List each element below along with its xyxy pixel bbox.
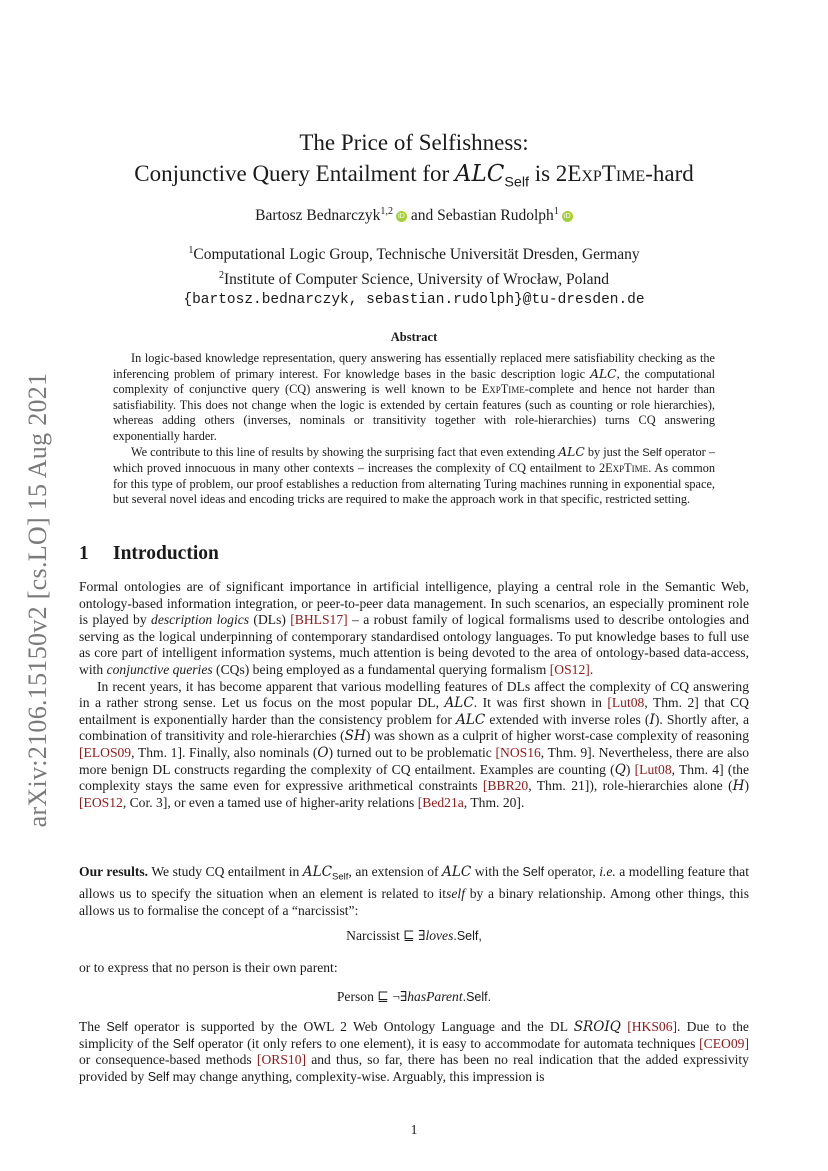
affiliations <box>0 240 828 311</box>
arxiv-id: arXiv:2106.15150v2 [cs.LO] 15 Aug 2021 <box>23 372 52 828</box>
p1-c: (DLs) <box>249 612 291 628</box>
aff1-text: Computational Logic Group, Technische Universität Dresden, Germany <box>193 246 640 264</box>
intro-paragraph-1 <box>79 579 749 679</box>
final-text <box>79 1019 749 1085</box>
p2-inverse: I <box>649 711 655 728</box>
fp-self: Self <box>147 1069 170 1084</box>
p2-k: , Thm. 1]. Finally, also nominals ( <box>131 744 318 760</box>
abs-p2-c: by just the <box>584 444 643 459</box>
title-line-2 <box>0 158 828 199</box>
abs-p2-logic: ALC <box>558 444 585 459</box>
fp-a: The <box>79 1019 107 1034</box>
fp-i: or consequence-based methods <box>79 1052 257 1068</box>
abs-p2-a: We contribute to this line of results by showing the surprising fact that even extending <box>131 444 559 459</box>
p2-m: ) turned out to be problematic <box>328 744 496 760</box>
author-1: Bartosz Bednarczyk <box>255 207 381 225</box>
abs-p2-e: operator – which proved innocuous in many other contexts – increases the complexity of CQ entailment to 2 <box>113 444 716 476</box>
paper-title <box>0 127 828 199</box>
citation-link[interactable]: [BBR20 <box>482 778 529 794</box>
page-number: 1 <box>410 1122 418 1137</box>
f1-rhs: .Self, <box>453 929 482 943</box>
p2-v: , Thm. 20]. <box>463 794 525 810</box>
title-mid: is 2 <box>528 161 568 186</box>
section-number: 1 <box>79 543 89 564</box>
p2-t: ) <box>744 778 749 794</box>
p2-n: , Thm. 9]. Nevertheless, there are also more benign DL constructs regarding the complexity of CQ entailment. Examples are counting ( <box>79 744 750 777</box>
title-logic-sub: Self <box>504 174 529 191</box>
p1-g: . <box>589 661 594 677</box>
author-2: and Sebastian Rudolph <box>410 207 554 225</box>
p2-c: . It was first shown in <box>473 695 608 711</box>
abs-p1-logic: ALC <box>590 366 617 381</box>
title-prefix: Conjunctive Query Entailment for <box>134 161 455 186</box>
citation-link[interactable]: [OS12] <box>549 661 590 677</box>
p2-h: ). Shortly after, a combination of transitivity and role-hierarchies ( <box>79 711 750 744</box>
abs-p1-c: , the computational complexity of conjunctive query (CQ) answering is well known to be <box>113 366 715 397</box>
r-c: , an extension of <box>348 864 443 879</box>
abstract-heading: Abstract <box>390 330 438 344</box>
p2-q: , Thm. 4] (the complexity stays the same even for expressive arithmetical constraints <box>79 761 749 794</box>
title-line-1: The Price of Selfishness: <box>299 130 529 155</box>
citation-link[interactable]: [NOS16 <box>495 744 541 760</box>
r-logic: ALC <box>442 864 472 880</box>
p2-counting: Q <box>614 761 626 778</box>
f2-role: hasParent <box>407 989 463 1004</box>
author-emails[interactable]: {bartosz.bednarczyk, sebastian.rudolph}@tu-dresden.de <box>183 292 645 309</box>
authors <box>0 206 828 225</box>
p1-f: (CQs) being employed as a fundamental querying formalism <box>212 661 550 677</box>
p1-dl-term: description logics <box>151 612 250 628</box>
citation-link[interactable]: [ELOS09 <box>79 744 132 760</box>
title-class: ExpTime <box>567 161 646 186</box>
p2-a: In recent years, it has become apparent that various modelling features of DLs affect the complexity of CQ answering in a rather strong sense. Let us focus on the most popular DL, <box>79 678 749 711</box>
citation-link[interactable]: [EOS12 <box>79 794 123 810</box>
results-heading: Our results. <box>79 864 149 879</box>
fp-f: . Due to the simplicity of the <box>79 1019 749 1051</box>
citation-link[interactable]: [Lut08 <box>607 695 645 711</box>
r-self: Self <box>522 865 545 879</box>
r-k: by a binary relationship. Among other things, this allows us to formalise the concept of a “narcissist”: <box>79 886 750 918</box>
fp-c: operator is supported by the OWL 2 Web Ontology Language and the DL <box>127 1019 574 1034</box>
fp-self: Self <box>106 1020 128 1034</box>
orcid-icon[interactable]: iD <box>396 211 407 222</box>
f1-rel: ⊑ ∃ <box>399 928 426 943</box>
p2-r: , Thm. 21]), role-hierarchies alone ( <box>528 778 733 794</box>
f2-rel: ⊑ ¬∃ <box>373 989 408 1004</box>
f2-lhs: Person <box>336 989 374 1004</box>
citation-link[interactable]: [HKS06] <box>627 1019 678 1034</box>
abs-p1-class: ExpTime <box>481 382 525 397</box>
abs-p2-self: Self <box>642 446 662 459</box>
p2-j: ) was shown as a culprit of higher worst-case complexity of reasoning <box>365 728 749 744</box>
aff1-sup: 1 <box>188 245 194 256</box>
citation-link[interactable]: [Bed21a <box>417 794 464 810</box>
p2-p: ) <box>625 761 635 777</box>
aff2-sup: 2 <box>218 270 224 282</box>
section-title: Introduction <box>113 543 219 564</box>
p1-cq-term: conjunctive queries <box>106 661 213 677</box>
abstract-body <box>113 351 715 508</box>
p1-d: – a robust family of logical formalisms used to describe ontologies and serving as the logical underpinning of contemporary standardised ontology languages. To put knowledge bases to full use as core part of intelligent information systems, much attention is being devoted to the area of ontology-based data-access, with <box>79 612 749 677</box>
citation-link[interactable]: [BHLS17] <box>290 612 348 628</box>
p2-hierarchy: H <box>732 778 745 795</box>
formula-person <box>0 989 828 1005</box>
affiliation-2 <box>0 265 828 290</box>
f1-lhs: Narcissist <box>346 928 400 943</box>
section-heading <box>79 543 219 565</box>
r-i: a modelling feature that allows us to specify the situation when an element is related to it <box>79 864 749 902</box>
fp-h: operator (it only refers to one element), it is easy to accommodate for automata techniques <box>194 1035 700 1051</box>
author-1-sup: 1,2 <box>380 206 393 217</box>
r-g: operator, <box>544 864 600 879</box>
abstract-paragraph-1 <box>113 351 715 445</box>
r-a: We study CQ entailment in <box>148 864 303 879</box>
abstract-paragraph-2 <box>113 445 715 508</box>
abs-p2-class: ExpTime <box>605 461 649 476</box>
fp-l: may change anything, complexity-wise. Arguably, this impression is <box>169 1068 545 1084</box>
r-logic-sub: Self <box>332 871 349 883</box>
f2-rhs: .Self. <box>462 990 492 1004</box>
abs-p1-a: In logic-based knowledge representation, query answering has essentially replaced mere satisfiability checking as the inferencing problem of primary interest. For knowledge bases in the basic description logic <box>113 351 715 381</box>
p2-d: , Thm. 2] that CQ entailment is exponentially harder than the consistency problem for <box>79 695 749 727</box>
abs-p2-g: . As common for this type of problem, our proof establishes a reduction from alternating Turing machines running in exponential space, but several novel ideas and encoding tricks are required to make the approach work in that specific, restricted setting. <box>113 461 715 507</box>
r-ie: i.e. <box>599 864 616 879</box>
title-suffix: -hard <box>645 161 694 186</box>
author-2-sup: 1 <box>553 206 559 217</box>
r-logic: ALC <box>302 864 333 880</box>
intro-body <box>79 579 749 811</box>
citation-link[interactable]: [ORS10] <box>256 1052 307 1068</box>
fp-self: Self <box>172 1036 195 1051</box>
formula-narcissist <box>0 928 828 944</box>
final-paragraph <box>79 1019 749 1085</box>
citation-link[interactable]: [Lut08 <box>634 761 672 777</box>
citation-link[interactable]: [CEO09] <box>699 1035 749 1051</box>
p2-f: extended with inverse roles ( <box>485 711 650 727</box>
p2-logic: ALC <box>456 711 486 728</box>
aff2-text: Institute of Computer Science, University of Wrocław, Poland <box>223 271 610 289</box>
p2-u: , Cor. 3], or even a tamed use of higher-arity relations <box>122 794 418 810</box>
orcid-icon[interactable]: iD <box>562 211 573 222</box>
affiliation-1 <box>0 240 828 265</box>
p2-logic: ALC <box>444 695 474 712</box>
intro-paragraph-2 <box>79 679 749 812</box>
fp-sroiq: SROIQ <box>573 1019 621 1035</box>
mid-text: or to express that no person is their own parent: <box>79 960 338 975</box>
title-logic: ALC <box>454 161 505 187</box>
p2-nominal: O <box>317 744 329 761</box>
r-self-italic: self <box>446 886 465 902</box>
fp-j: and thus, so far, there has been no real indication that the added expressivity provided by <box>79 1052 749 1084</box>
p2-sh: SH <box>344 728 366 745</box>
results-text <box>79 864 749 920</box>
f1-role: loves <box>425 928 454 943</box>
r-e: with the <box>471 864 523 879</box>
p1-a: Formal ontologies are of significant importance in artificial intelligence, playing a central role in the Semantic Web, ontology-based information integration, or peer-to-peer data management. In such scenarios, an especially prominent role is played by <box>79 579 749 628</box>
results-paragraph <box>79 864 749 920</box>
abs-p1-e: -complete and hence not harder than satisfiability. This does not change when the logic is extended by certain features (such as counting or role hierarchies), whereas adding others (inverses, nominals or transitivity together with role-hierarchies) turns CQ answering exponentially harder. <box>113 382 716 443</box>
